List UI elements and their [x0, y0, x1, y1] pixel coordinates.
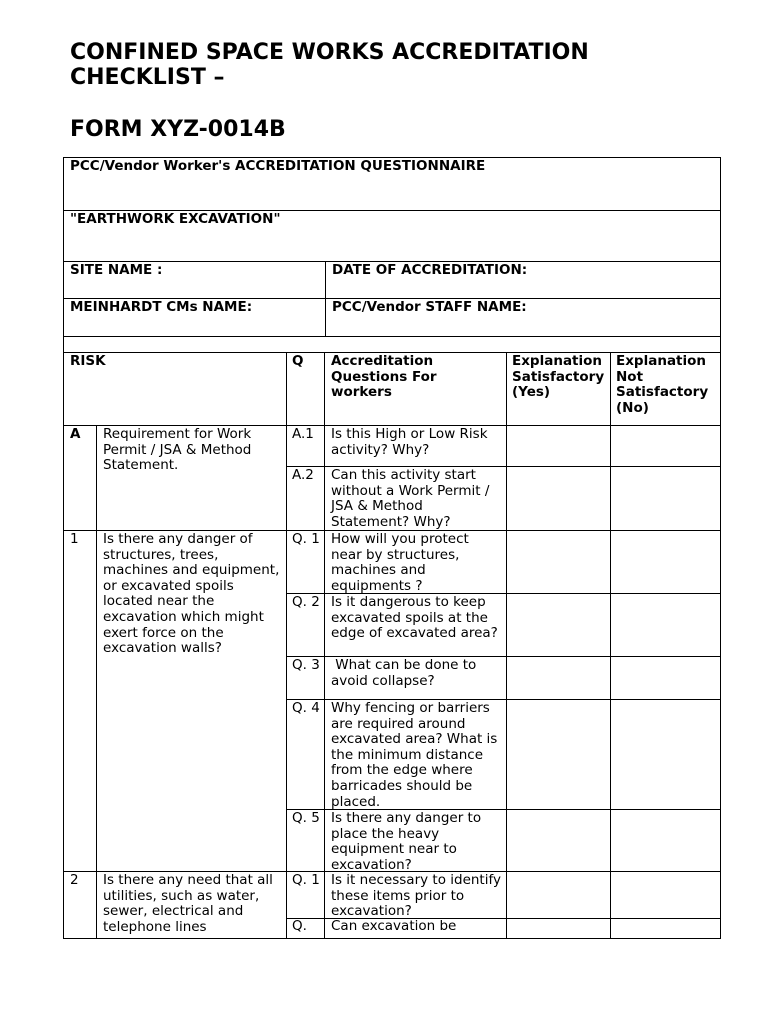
question-number: Q. [286, 918, 325, 939]
question-text: Can excavation be [324, 918, 507, 939]
risk-description: Is there any danger of structures, trees, machines and equipment, or excavated spoils located near the excavation which might exert force on the excavation walls? [96, 530, 287, 872]
answer-not-satisfactory-cell[interactable] [610, 871, 721, 919]
answer-not-satisfactory-cell[interactable] [610, 809, 721, 872]
question-number: Q. 5 [286, 809, 325, 872]
answer-not-satisfactory-cell[interactable] [610, 425, 721, 467]
answer-satisfactory-cell[interactable] [506, 425, 611, 467]
question-text: Is there any danger to place the heavy equipment near to excavation? [324, 809, 507, 872]
question-text: How will you protect near by structures, machines and equipments ? [324, 530, 507, 594]
question-text: What can be done to avoid collapse? [324, 656, 507, 700]
question-text: Can this activity start without a Work Permit / JSA & Method Statement? Why? [324, 466, 507, 531]
activity-name: "EARTHWORK EXCAVATION" [63, 210, 721, 262]
staff-name-label: PCC/Vendor STAFF NAME: [325, 298, 721, 337]
answer-not-satisfactory-cell[interactable] [610, 918, 721, 939]
question-number: Q. 4 [286, 699, 325, 810]
question-text: Why fencing or barriers are required around excavated area? What is the minimum distance from the edge where barricades should be placed. [324, 699, 507, 810]
question-number: A.2 [286, 466, 325, 531]
spacer-row [63, 336, 721, 353]
answer-not-satisfactory-cell[interactable] [610, 656, 721, 700]
risk-id: 1 [63, 530, 97, 872]
answer-satisfactory-cell[interactable] [506, 699, 611, 810]
cms-name-label: MEINHARDT CMs NAME: [63, 298, 326, 337]
answer-satisfactory-cell[interactable] [506, 871, 611, 919]
risk-description: Requirement for Work Permit / JSA & Method Statement. [96, 425, 287, 531]
question-number: Q. 3 [286, 656, 325, 700]
question-number: Q. 2 [286, 593, 325, 657]
answer-not-satisfactory-cell[interactable] [610, 593, 721, 657]
question-text: Is it dangerous to keep excavated spoils at the edge of excavated area? [324, 593, 507, 657]
site-name-label: SITE NAME : [63, 261, 326, 299]
document-title: CONFINED SPACE WORKS ACCREDITATION CHECKLIST – [70, 40, 589, 90]
header-explanation-satisfactory: Explanation Satisfactory (Yes) [506, 352, 611, 426]
answer-satisfactory-cell[interactable] [506, 466, 611, 531]
question-text: Is it necessary to identify these items prior to excavation? [324, 871, 507, 919]
answer-not-satisfactory-cell[interactable] [610, 466, 721, 531]
answer-satisfactory-cell[interactable] [506, 918, 611, 939]
answer-satisfactory-cell[interactable] [506, 656, 611, 700]
question-text: Is this High or Low Risk activity? Why? [324, 425, 507, 467]
header-risk: RISK [63, 352, 287, 426]
answer-not-satisfactory-cell[interactable] [610, 530, 721, 594]
question-number: Q. 1 [286, 871, 325, 919]
header-explanation-not-satisfactory: Explanation Not Satisfactory (No) [610, 352, 721, 426]
question-number: Q. 1 [286, 530, 325, 594]
answer-satisfactory-cell[interactable] [506, 593, 611, 657]
answer-satisfactory-cell[interactable] [506, 809, 611, 872]
questionnaire-title: PCC/Vendor Worker's ACCREDITATION QUESTIONNAIRE [63, 157, 721, 211]
answer-not-satisfactory-cell[interactable] [610, 699, 721, 810]
form-code: FORM XYZ-0014B [70, 117, 286, 142]
question-number: A.1 [286, 425, 325, 467]
risk-description: Is there any need that all utilities, such as water, sewer, electrical and telephone lines [96, 871, 287, 939]
risk-id: A [63, 425, 97, 531]
header-q: Q [286, 352, 325, 426]
risk-id: 2 [63, 871, 97, 939]
answer-satisfactory-cell[interactable] [506, 530, 611, 594]
header-questions: Accreditation Questions For workers [324, 352, 507, 426]
date-of-accreditation-label: DATE OF ACCREDITATION: [325, 261, 721, 299]
